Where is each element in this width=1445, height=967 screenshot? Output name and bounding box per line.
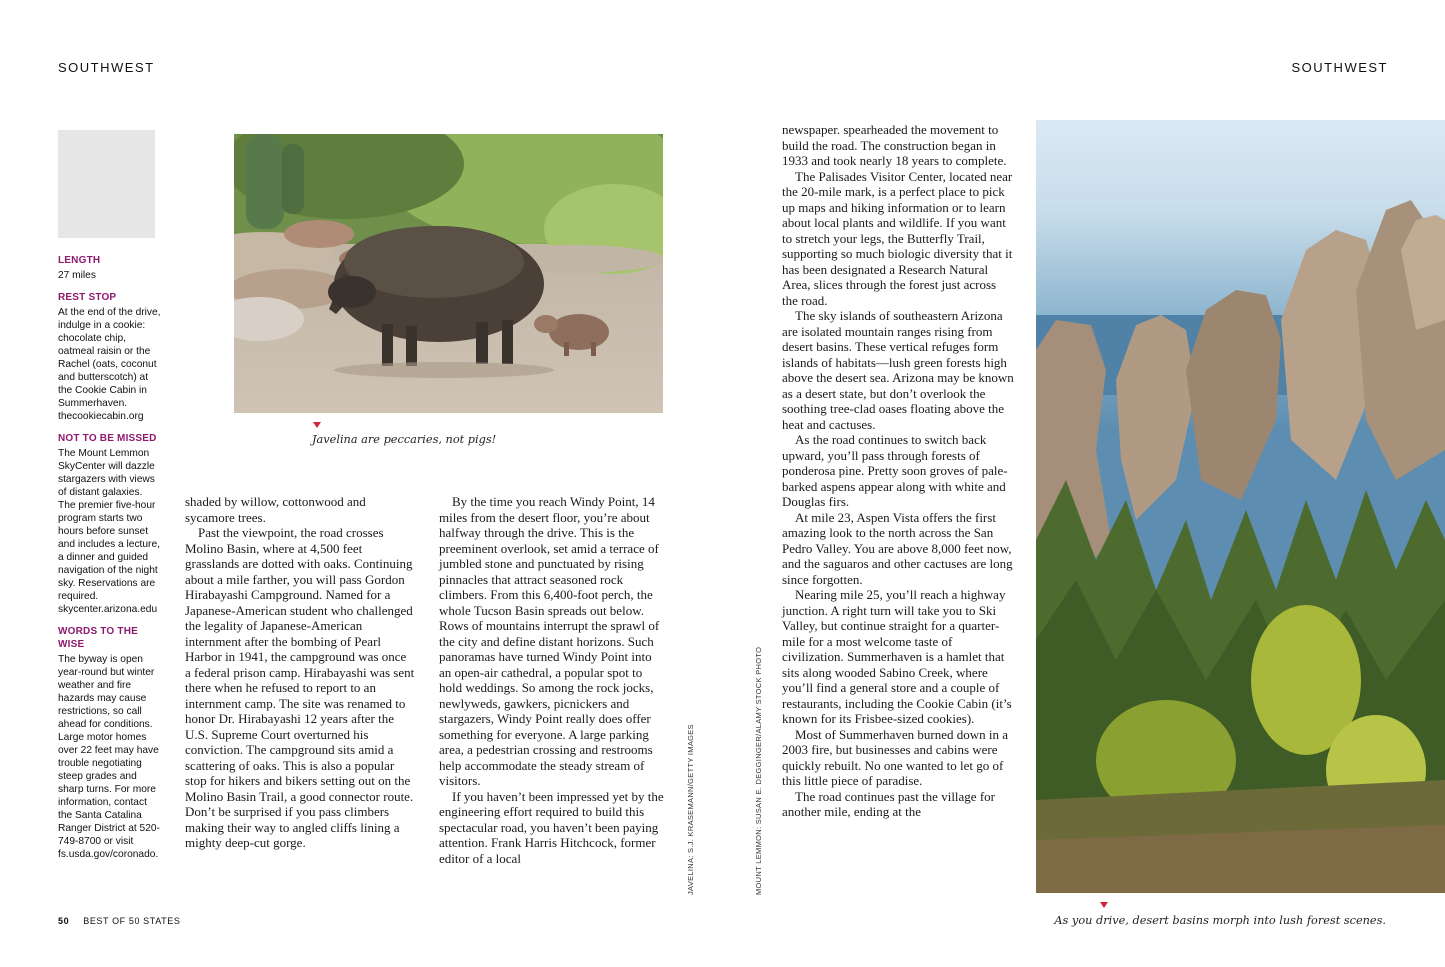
- caption-mountain: As you drive, desert basins morph into lush forest scenes.: [1054, 914, 1386, 927]
- paragraph: The sky islands of southeastern Arizona are isolated mountain ranges rising from desert basins. These vertical refuges form islands of habitats—lush green forests high above the desert sea. Arizona may be known as a desert state, but don’t overlook the soothing tree-clad oases floating above the heat and cactuses.: [782, 308, 1014, 432]
- paragraph: As the road continues to switch back upward, you’ll pass through forests of ponderosa pine. Pretty soon groves of pale-barked aspens appear along with white and Douglas firs.: [782, 432, 1008, 509]
- article-column-2: [439, 494, 667, 866]
- javelina-photo: [234, 134, 663, 413]
- running-head-left: SOUTHWEST: [58, 60, 155, 75]
- caption-javelina: Javelina are peccaries, not pigs!: [312, 433, 497, 446]
- mount-lemmon-photo: [1036, 120, 1445, 893]
- paragraph: Nearing mile 25, you’ll reach a highway junction. A right turn will take you to Ski Valley, but continue straight for a quarter-mile for a most welcome taste of civilization. Summerhaven is a hamlet that sits along wooded Sabino Creek, where you’ll find a general store and a couple of restaurants, including the Cookie Cabin (it’s known for its Frisbee-sized cookies).: [782, 587, 1012, 726]
- photo-credit-javelina: JAVELINA: S.J. KRASEMANN/GETTY IMAGES: [686, 724, 695, 895]
- sidebar-heading-rest-stop: REST STOP: [58, 292, 117, 303]
- paragraph: At mile 23, Aspen Vista offers the first amazing look to the north across the San Pedro Valley. You are above 8,000 feet now, and the saguaros and other cactuses are long since forgotten.: [782, 509, 1013, 587]
- paragraph: Most of Summerhaven burned down in a 2003 fire, but businesses and cabins were quickly rebuilt. No one wanted to let go of this little piece of paradise.: [782, 726, 1009, 788]
- paragraph: Past the viewpoint, the road crosses Molino Basin, where at 4,500 feet grasslands are dotted with oaks. Continuing about a mile farther, you will pass Gordon Hirabayashi Campground. Named for a Japanese-American student who challenged the legality of Japanese-American internment after the bombing of Pearl Harbor in 1941, the campground was once a federal prison camp. Hirabayashi was sent there when he refused to report to an internment camp. The site was renamed to honor Dr. Hirabayashi 12 years after the U.S. Supreme Court overturned his conviction. The campground sits amid a scattering of oaks. This is also a popular stop for hikers and bikers setting out on the Molino Basin Trail, a good connector route. Don’t be surprised if you pass climbers making their way to angled cliffs lining a mighty deep-cut gorge.: [185, 525, 415, 850]
- caption-marker-mountain: [1100, 902, 1108, 908]
- paragraph: shaded by willow, cottonwood and sycamore trees.: [185, 494, 366, 525]
- paragraph: By the time you reach Windy Point, 14 miles from the desert floor, you’re about halfway through the drive. This is the preeminent overlook, set amid a terrace of jumbled stone and punctuated by rising pinnacles that attract seasoned rock climbers. From this 6,400-foot perch, the whole Tucson Basin spreads out below. Rows of mountains interrupt the sprawl of the city and define distant horizons. Such panoramas have turned Windy Point into an open-air cathedral, a popular spot to hold weddings. So among the rock jocks, newlyweds, gawkers, picnickers and stargazers, Windy Point really does offer something for everyone. A large parking area, a pedestrian crossing and restrooms help accommodate the steady stream of visitors.: [439, 494, 660, 788]
- running-head-right: SOUTHWEST: [1291, 60, 1388, 75]
- paragraph: The Palisades Visitor Center, located near the 20-mile mark, is a perfect place to pick up maps and hiking information or to learn about local plants and wildlife. If you want to stretch your legs, the Butterfly Trail, supporting so much biologic diversity that it has been designated a Research Natural Area, slices through the forest just across the road.: [782, 168, 1013, 308]
- sidebar-placeholder-box: [58, 130, 155, 238]
- sidebar-heading-length: LENGTH: [58, 255, 101, 266]
- paragraph: newspaper. spearheaded the movement to build the road. The construction began in 1933 and took nearly 18 years to complete.: [782, 122, 1007, 168]
- article-column-3: [782, 122, 1014, 820]
- page-number: 50: [58, 916, 70, 926]
- sidebar-facts: [58, 254, 162, 861]
- sidebar-text-rest-stop: At the end of the drive, indulge in a cookie: chocolate chip, oatmeal raisin or the Rachel (oats, coconut and butterscotch) at the Cookie Cabin in Summerhaven. thecookiecabin.org: [58, 307, 161, 422]
- paragraph: If you haven’t been impressed yet by the engineering effort required to build this spectacular road, you haven’t been paying attention. Frank Harris Hitchcock, former editor of a local: [439, 788, 664, 866]
- publication-title: BEST OF 50 STATES: [83, 916, 181, 926]
- paragraph: The road continues past the village for another mile, ending at the: [782, 788, 995, 819]
- sidebar-heading-words-to-the-wise: WORDS TO THE WISE: [58, 626, 138, 650]
- page-folio: [58, 916, 180, 926]
- article-column-1: [185, 494, 415, 851]
- caption-marker-javelina: [313, 422, 321, 428]
- sidebar-text-not-to-be-missed: The Mount Lemmon SkyCenter will dazzle stargazers with views of distant galaxies. The premier five-hour program starts two hours before sunset and includes a lecture, a dinner and guided navigation of the night sky. Reservations are required. skycenter.arizona.edu: [58, 448, 160, 615]
- photo-credit-mountain: MOUNT LEMMON: SUSAN E. DEGGINGER/ALAMY STOCK PHOTO: [754, 646, 763, 895]
- sidebar-text-length: 27 miles: [58, 270, 96, 281]
- sidebar-text-words-to-the-wise: The byway is open year-round but winter weather and fire hazards may cause restrictions, so call ahead for conditions. Large motor homes over 22 feet may have trouble negotiating steep grades and sharp turns. For more information, contact the Santa Catalina Ranger District at 520-749-8700 or visit fs.usda.gov/coronado.: [58, 654, 160, 860]
- sidebar-heading-not-to-be-missed: NOT TO BE MISSED: [58, 433, 157, 444]
